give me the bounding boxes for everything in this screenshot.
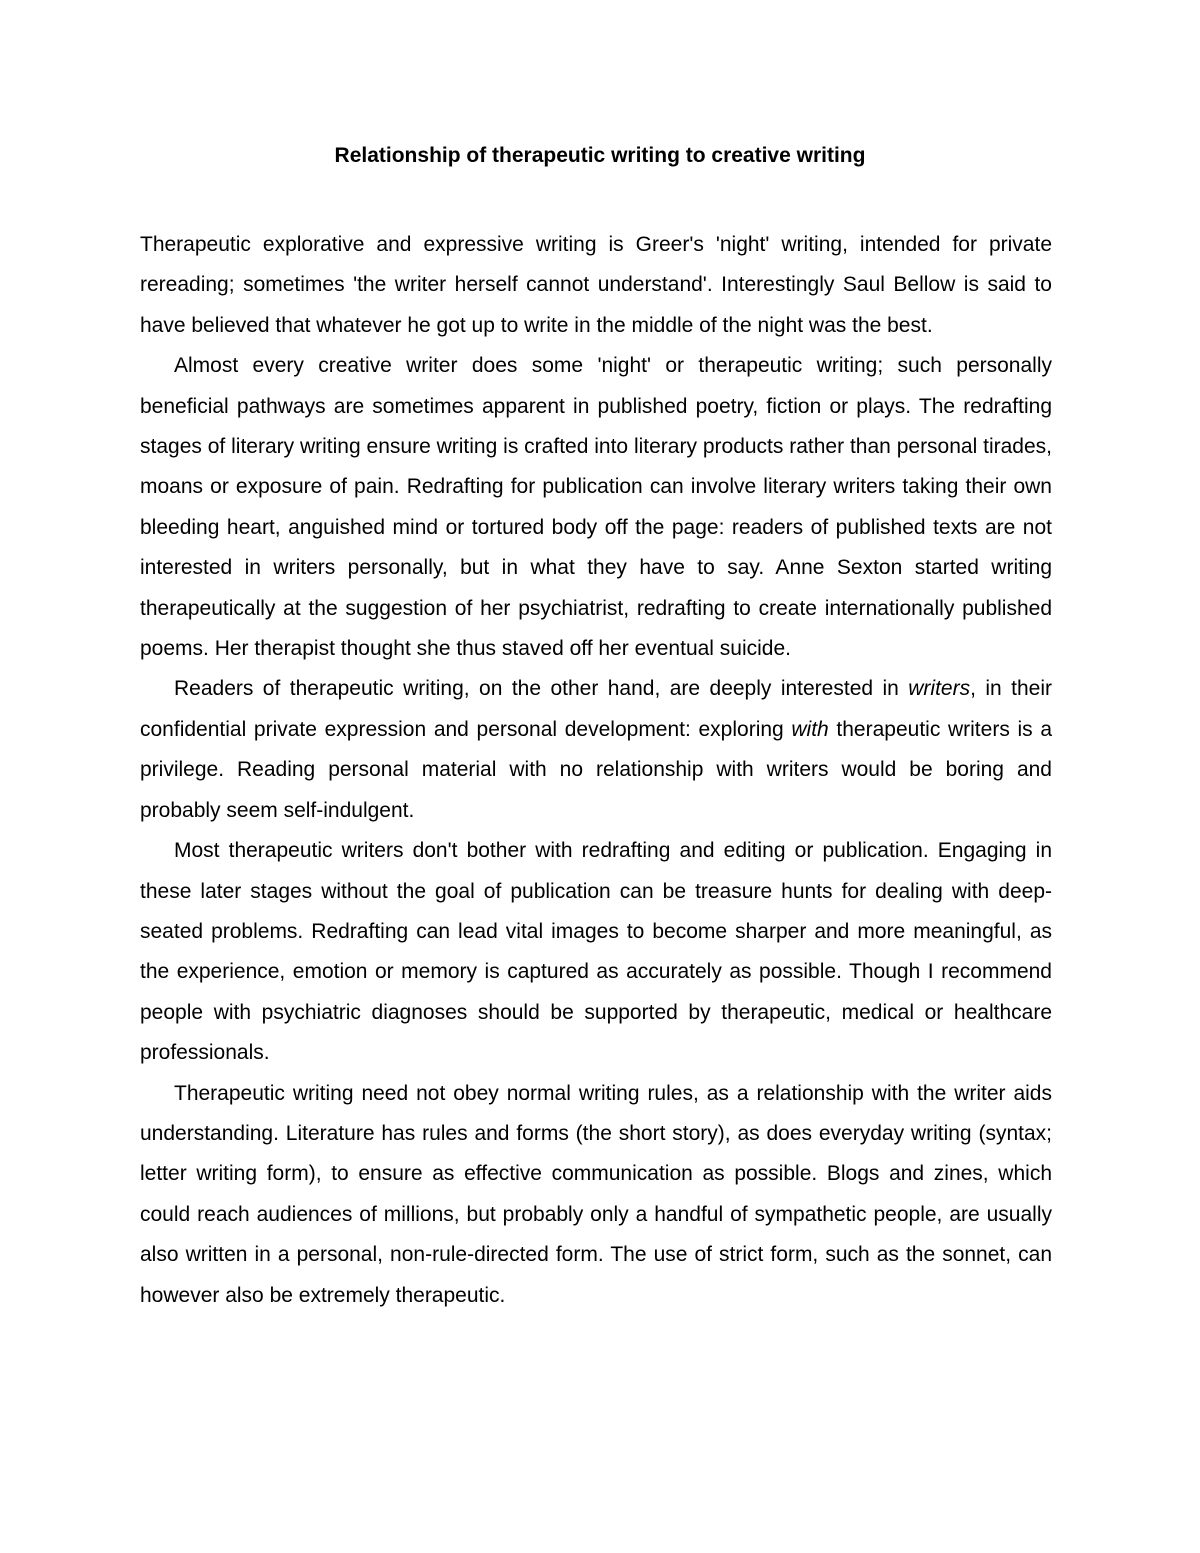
emphasis-with: with — [791, 717, 829, 741]
document-body — [140, 225, 1052, 1316]
paragraph-3-text-b: , in their confidential private expression and personal development: exploring — [140, 677, 1053, 741]
document-title: Relationship of therapeutic writing to creative writing — [334, 144, 866, 167]
paragraph-3-text-a: Readers of therapeutic writing, on the other hand, are deeply interested in — [174, 677, 909, 701]
emphasis-writers: writers — [908, 677, 971, 701]
paragraph-1: Therapeutic explorative and expressive writing is Greer's 'night' writing, intended for private rereading; sometimes 'the writer herself cannot understand'. Interestingly Saul Bellow is said to have believed that whatever he got up to write in the middle of the night was the best. — [140, 233, 1052, 337]
paragraph-4: Most therapeutic writers don't bother with redrafting and editing or publication. Engaging in these later stages without the goal of publication can be treasure hunts for dealing with deep-seated problems. Redrafting can lead vital images to become sharper and more meaningful, as the experience, emotion or memory is captured as accurately as possible. Though I recommend people with psychiatric diagnoses should be supported by therapeutic, medical or healthcare professionals. — [140, 839, 1052, 1065]
paragraph-2: Almost every creative writer does some 'night' or therapeutic writing; such personally beneficial pathways are sometimes apparent in published poetry, fiction or plays. The redrafting stages of literary writing ensure writing is crafted into literary products rather than personal tirades, moans or exposure of pain. Redrafting for publication can involve literary writers taking their own bleeding heart, anguished mind or tortured body off the page: readers of published texts are not interested in writers personally, but in what they have to say. Anne Sexton started writing therapeutically at the suggestion of her psychiatrist, redrafting to create internationally published poems. Her therapist thought she thus staved off her eventual suicide. — [140, 354, 1052, 661]
paragraph-3 — [140, 669, 1052, 831]
paragraph-5: Therapeutic writing need not obey normal writing rules, as a relationship with the writer aids understanding. Literature has rules and forms (the short story), as does everyday writing (syntax; letter writing form), to ensure as effective communication as possible. Blogs and zines, which could reach audiences of millions, but probably only a handful of sympathetic people, are usually also written in a personal, non-rule-directed form. The use of strict form, such as the sonnet, can however also be extremely therapeutic. — [140, 1081, 1052, 1307]
paragraph-3-text-c: therapeutic writers is a privilege. Reading personal material with no relationship with writers would be boring and probably seem self-indulgent. — [140, 717, 1052, 822]
